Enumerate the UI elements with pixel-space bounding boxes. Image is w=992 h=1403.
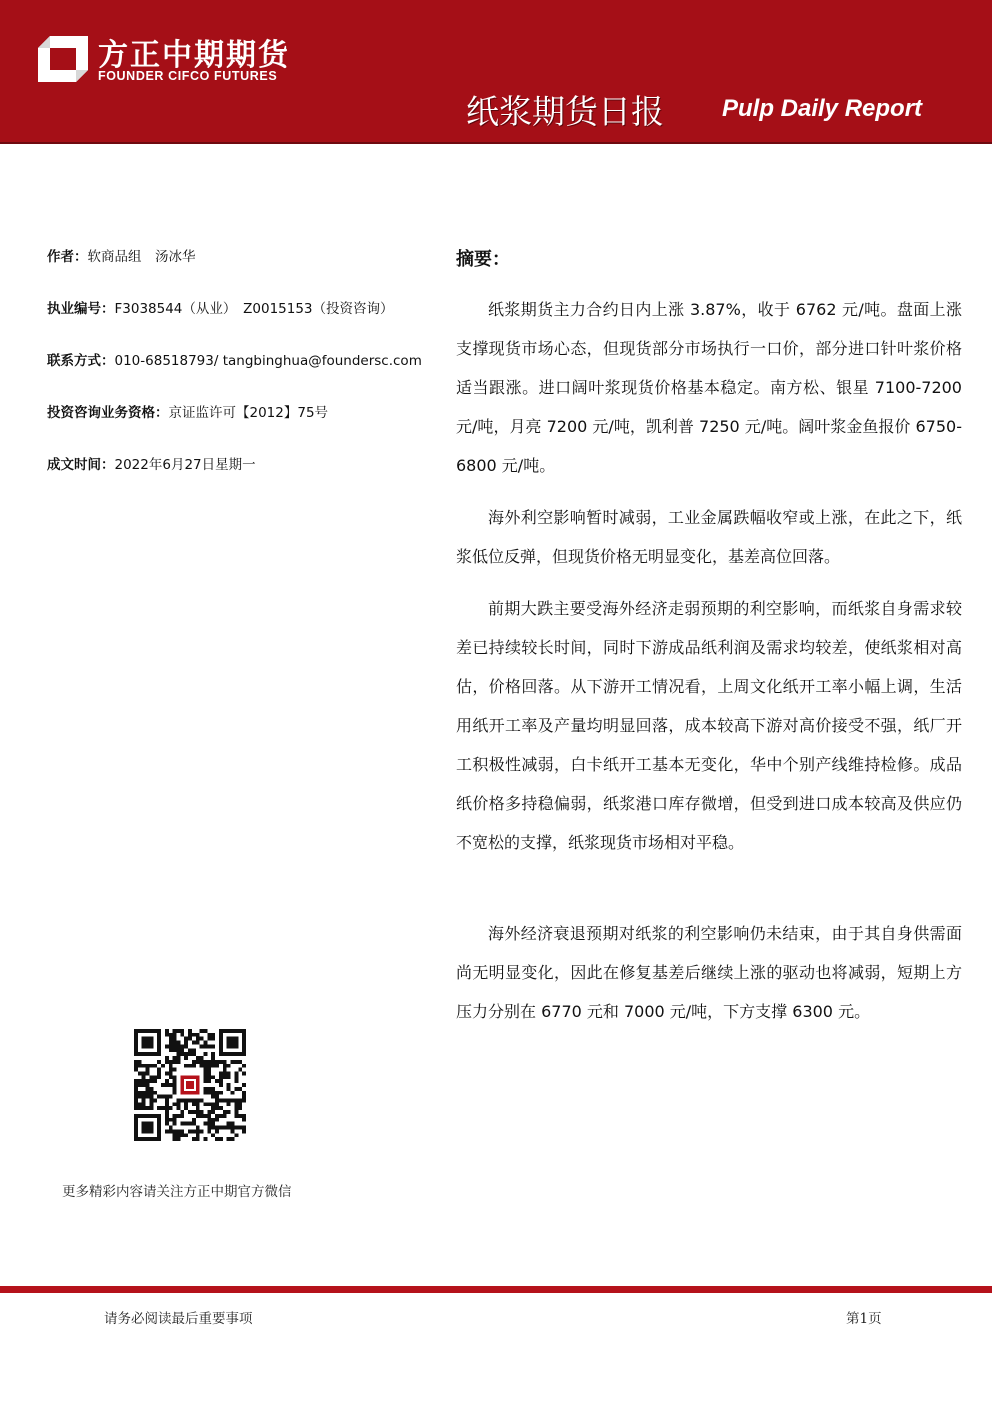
summary-heading: 摘要：: [456, 249, 510, 270]
qr-code-icon: [134, 1029, 246, 1141]
brand-name-cn: 方正中期期货: [98, 38, 290, 73]
contact-line: [47, 349, 422, 369]
qualification-line: [47, 401, 328, 421]
license-label: 执业编号：: [47, 301, 115, 317]
report-title-en: Pulp Daily Report: [722, 95, 923, 122]
header-divider: [0, 142, 992, 144]
license-line: [47, 297, 394, 317]
summary-paragraph: 纸浆期货主力合约日内上涨 3.87%，收于 6762 元/吨。盘面上涨支撑现货市场心态，但现货部分市场执行一口价，部分进口针叶浆价格适当跟涨。进口阔叶浆现货价格基本稳定。南方松、银星 7100-7200 元/吨，月亮 7200 元/吨，凯利普 7250 元/吨。阔叶浆金鱼报价 6750-6800 元/吨。: [456, 300, 962, 475]
page-number: 第1页: [846, 1311, 882, 1327]
report-title-cn: 纸浆期货日报: [466, 92, 664, 131]
qualification-label: 投资咨询业务资格：: [47, 405, 169, 421]
qualification-value: 京证监许可【2012】75号: [168, 405, 329, 421]
founder-logo-icon: [38, 36, 88, 82]
date-value: 2022年6月27日星期一: [114, 457, 256, 473]
summary-paragraph: 海外经济衰退预期对纸浆的利空影响仍未结束，由于其自身供需面尚无明显变化，因此在修复基差后继续上涨的驱动也将减弱，短期上方压力分别在 6770 元和 7000 元/吨，下方支撑 6300 元。: [456, 924, 962, 1021]
date-line: [47, 453, 256, 473]
date-label: 成文时间：: [47, 457, 115, 473]
qr-caption: 更多精彩内容请关注方正中期官方微信: [62, 1184, 292, 1200]
summary-paragraph: 海外利空影响暂时减弱，工业金属跌幅收窄或上涨，在此之下，纸浆低位反弹，但现货价格无明显变化，基差高位回落。: [456, 508, 962, 566]
author-label: 作者：: [47, 249, 88, 265]
brand-name-en: FOUNDER CIFCO FUTURES: [98, 69, 278, 83]
report-header: [0, 0, 992, 142]
footer-notice: 请务必阅读最后重要事项: [104, 1311, 253, 1327]
author-value: 软商品组 汤冰华: [87, 249, 196, 265]
footer-divider: [0, 1286, 992, 1293]
contact-label: 联系方式：: [47, 353, 115, 369]
contact-value: 010-68518793/ tangbinghua@foundersc.com: [114, 353, 422, 369]
license-value: F3038544（从业） Z0015153（投资咨询）: [114, 301, 394, 317]
author-line: [47, 245, 196, 265]
summary-paragraph: 前期大跌主要受海外经济走弱预期的利空影响，而纸浆自身需求较差已持续较长时间，同时下游成品纸利润及需求均较差，使纸浆相对高估，价格回落。从下游开工情况看，上周文化纸开工率小幅上调，生活用纸开工率及产量均明显回落，成本较高下游对高价接受不强，纸厂开工积极性减弱，白卡纸开工基本无变化，华中个别产线维持检修。成品纸价格多持稳偏弱，纸浆港口库存微增，但受到进口成本较高及供应仍不宽松的支撑，纸浆现货市场相对平稳。: [456, 599, 962, 852]
